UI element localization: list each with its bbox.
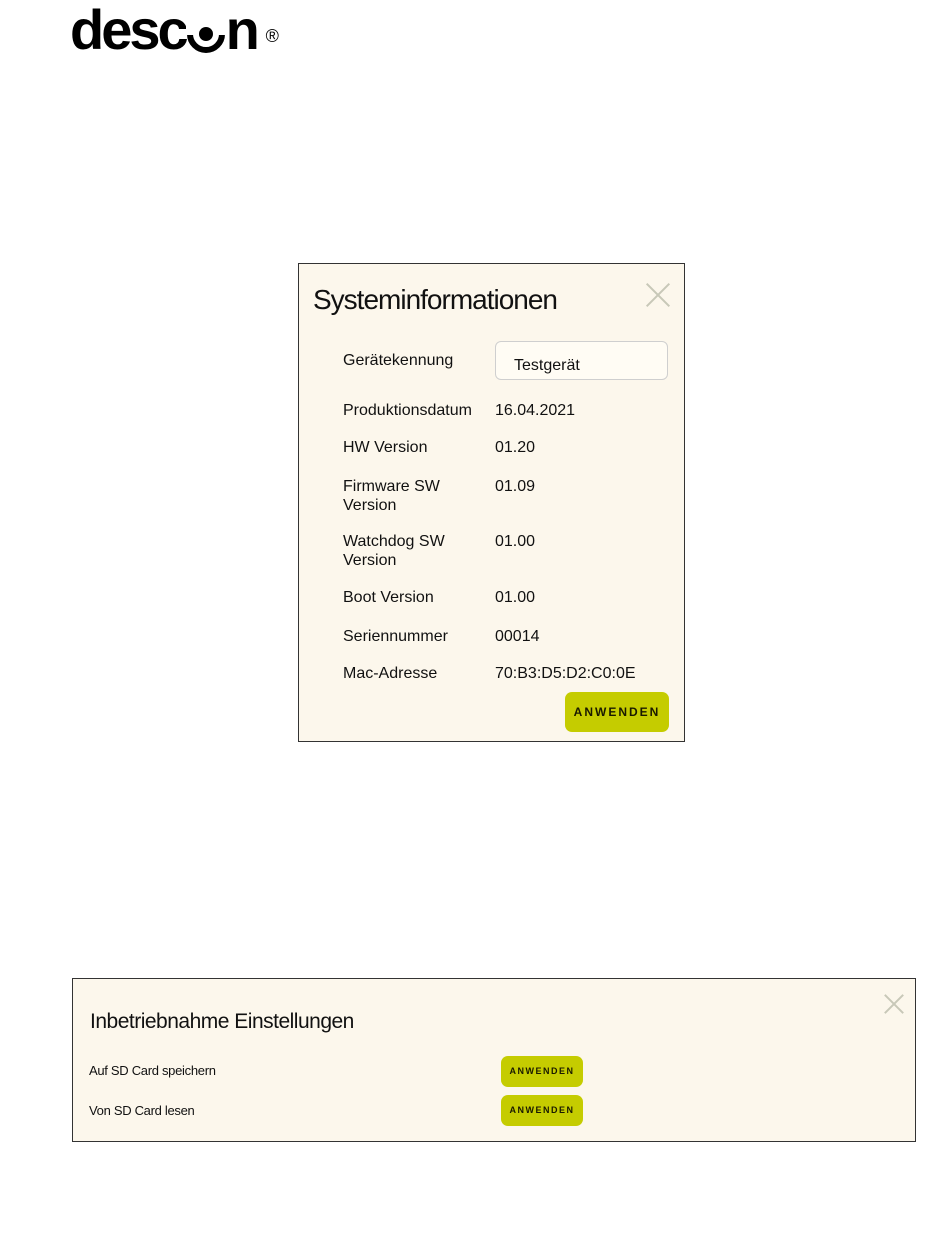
- system-info-dialog: [298, 263, 685, 742]
- mac-address-label: Mac-Adresse: [343, 665, 438, 682]
- read-from-sd-label: Von SD Card lesen: [89, 1103, 195, 1118]
- boot-version-label: Boot Version: [343, 589, 434, 606]
- logo-text-end: n: [225, 0, 257, 61]
- apply-button[interactable]: ANWENDEN: [565, 692, 669, 732]
- save-to-sd-button[interactable]: ANWENDEN: [501, 1056, 583, 1087]
- commissioning-settings-panel: [72, 978, 916, 1142]
- registered-mark: ®: [265, 26, 279, 46]
- production-date-label: Produktionsdatum: [343, 402, 472, 419]
- hw-version-value: 01.20: [495, 439, 536, 456]
- boot-version-value: 01.00: [495, 589, 536, 606]
- descon-logo: [70, 0, 279, 61]
- close-icon[interactable]: [645, 282, 671, 308]
- production-date-value: 16.04.2021: [495, 402, 576, 419]
- watchdog-version-value: 01.00: [495, 533, 536, 550]
- device-id-label: Gerätekennung: [343, 352, 454, 369]
- logo-ring-icon: [187, 15, 225, 53]
- firmware-version-value: 01.09: [495, 478, 536, 495]
- logo-text-start: desc: [70, 0, 186, 61]
- firmware-version-label: Firmware SW Version: [343, 478, 440, 514]
- watchdog-version-label: Watchdog SW Version: [343, 533, 445, 569]
- device-id-input[interactable]: [495, 341, 668, 380]
- serial-number-value: 00014: [495, 628, 540, 645]
- panel-title: Inbetriebnahme Einstellungen: [90, 1010, 354, 1033]
- read-from-sd-button[interactable]: ANWENDEN: [501, 1095, 583, 1126]
- mac-address-value: 70:B3:D5:D2:C0:0E: [495, 665, 636, 682]
- dialog-title: Systeminformationen: [313, 284, 558, 315]
- serial-number-label: Seriennummer: [343, 628, 448, 645]
- save-to-sd-label: Auf SD Card speichern: [89, 1063, 216, 1078]
- hw-version-label: HW Version: [343, 439, 428, 456]
- close-icon[interactable]: [883, 993, 905, 1015]
